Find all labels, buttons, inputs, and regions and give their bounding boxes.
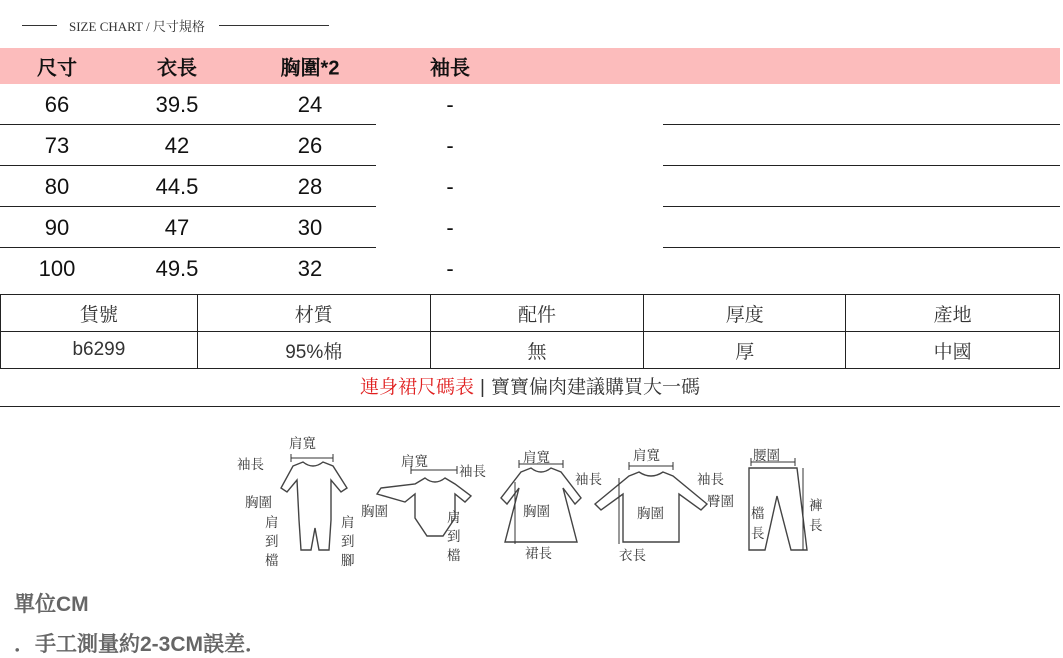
romper-label-shoulder-foot: 肩到腳	[341, 515, 355, 569]
cell-size: 73	[44, 132, 70, 158]
table-row	[0, 207, 1060, 248]
note-title: 連身裙尺碼表	[360, 377, 475, 398]
romper-illustration	[237, 436, 355, 569]
romper-label-chest: 胸圍	[245, 495, 272, 511]
top-label-length: 衣長	[619, 548, 646, 564]
top-label-chest: 胸圍	[637, 506, 664, 522]
info-header-item-no: 貨號	[1, 295, 198, 332]
pants-label-hip: 臀圍	[707, 494, 734, 510]
cell-length: 44.5	[155, 173, 199, 199]
cell-chest: 26	[297, 132, 323, 158]
table-row	[0, 84, 1060, 125]
note-separator: |	[480, 377, 485, 398]
cell-length: 42	[164, 132, 190, 158]
cell-size: 90	[44, 214, 70, 240]
bodysuit-shape	[377, 478, 471, 536]
top-label-sleeve: 袖長	[697, 472, 724, 488]
measurement-diagram	[225, 432, 845, 582]
col-size: 尺寸	[37, 57, 77, 80]
info-header-origin: 產地	[846, 295, 1060, 332]
romper-shoulder-arrow	[291, 454, 333, 462]
romper-label-sleeve: 袖長	[237, 457, 264, 473]
top-label-shoulder: 肩寬	[633, 448, 660, 464]
size-note	[0, 369, 1060, 407]
col-chest: 胸圍*2	[280, 57, 340, 80]
top-illustration	[595, 448, 724, 564]
size-chart-title: SIZE CHART / 尺寸規格	[69, 18, 205, 34]
romper-label-shoulder-crotch: 肩到檔	[265, 515, 279, 569]
dress-label-shoulder: 肩寬	[523, 450, 550, 466]
bodysuit-label-shoulder-crotch: 肩到檔	[447, 510, 461, 564]
bodysuit-label-shoulder: 肩寬	[401, 454, 428, 470]
bodysuit-illustration	[361, 454, 486, 564]
pants-label-crotch: 檔長	[751, 506, 765, 542]
note-advice: 寶寶偏肉建議購買大一碼	[490, 377, 700, 398]
dress-label-sleeve: 袖長	[575, 472, 602, 488]
cell-chest: 32	[297, 255, 323, 281]
romper-label-shoulder: 肩寬	[289, 436, 316, 452]
cell-size: 66	[44, 91, 70, 117]
cell-sleeve: -	[446, 214, 454, 240]
cell-sleeve: -	[446, 173, 454, 199]
table-row	[0, 248, 1060, 289]
info-accessory: 無	[430, 332, 644, 369]
header-rule-right	[219, 25, 329, 26]
header-rule-left	[22, 25, 57, 26]
info-material: 95%棉	[197, 332, 430, 369]
size-table-header	[0, 48, 1060, 84]
info-header-accessory: 配件	[430, 295, 644, 332]
info-header-material: 材質	[197, 295, 430, 332]
cell-chest: 24	[297, 91, 323, 117]
cell-size: 100	[38, 255, 76, 281]
info-header-thickness: 厚度	[644, 295, 846, 332]
info-header-row	[1, 295, 1060, 332]
info-item-no: b6299	[1, 332, 198, 369]
romper-shape	[281, 462, 347, 550]
unit-label: 單位CM	[14, 593, 89, 616]
bodysuit-label-chest: 胸圍	[361, 504, 388, 520]
bodysuit-label-sleeve: 袖長	[459, 464, 486, 480]
dress-label-chest: 胸圍	[523, 504, 550, 520]
pants-label-waist: 腰圍	[753, 448, 780, 464]
table-row	[0, 125, 1060, 166]
cell-length: 47	[164, 214, 190, 240]
pants-label-length: 褲長	[809, 498, 823, 534]
cell-chest: 28	[297, 173, 323, 199]
cell-sleeve: -	[446, 132, 454, 158]
cell-size: 80	[44, 173, 70, 199]
cell-length: 49.5	[155, 255, 199, 281]
col-length: 衣長	[157, 57, 197, 80]
info-origin: 中國	[846, 332, 1060, 369]
col-sleeve: 袖長	[430, 57, 470, 80]
dress-label-skirt: 裙長	[525, 546, 552, 562]
cell-chest: 30	[297, 214, 323, 240]
info-thickness: 厚	[644, 332, 846, 369]
table-row	[0, 166, 1060, 207]
dress-illustration	[501, 450, 602, 562]
cell-sleeve: -	[446, 91, 454, 117]
cell-sleeve: -	[446, 255, 454, 281]
info-value-row	[1, 332, 1060, 369]
size-table	[0, 48, 1060, 289]
cell-length: 39.5	[155, 91, 199, 117]
tolerance-note: ．手工測量約2-3CM誤差．	[14, 633, 267, 656]
product-info-table	[0, 294, 1060, 369]
size-chart-header	[22, 14, 329, 36]
pants-illustration	[707, 448, 823, 550]
